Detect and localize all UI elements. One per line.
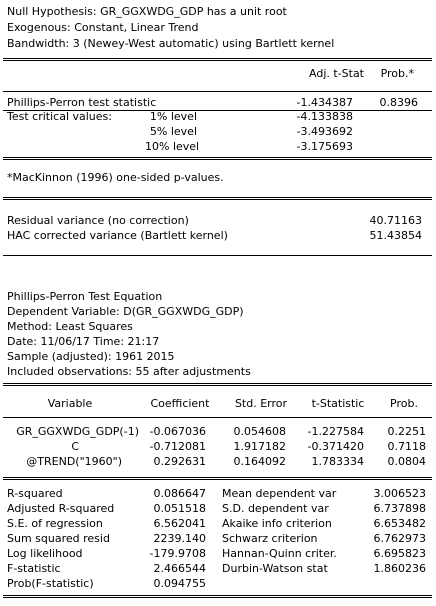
stat-label-mean-dep: Mean dependent var	[222, 487, 337, 500]
included-observations: Included observations: 55 after adjustments	[7, 365, 251, 378]
coef-variable-2: C	[71, 440, 79, 453]
coef-tstat-3: 1.783334	[311, 455, 364, 468]
stat-label-sd-dep: S.D. dependent var	[222, 502, 329, 515]
stat-label-r-squared: R-squared	[7, 487, 63, 500]
stat-value-akaike: 6.653482	[373, 517, 426, 530]
dependent-variable: Dependent Variable: D(GR_GGXWDG_GDP)	[7, 305, 244, 318]
coef-header-rule	[3, 417, 432, 418]
stat-value-adj-r-squared: 0.051518	[153, 502, 206, 515]
bandwidth: Bandwidth: 3 (Newey-West automatic) using Bartlett kernel	[7, 37, 335, 50]
col-std-error-header: Std. Error	[234, 397, 288, 410]
exogenous: Exogenous: Constant, Linear Trend	[7, 21, 199, 34]
residual-variance-value: 40.71163	[369, 214, 422, 227]
coef-stderr-3: 0.164092	[233, 455, 286, 468]
stat-label-f-statistic: F-statistic	[7, 562, 61, 575]
header-rule	[3, 91, 432, 92]
coef-tstat-2: -0.371420	[307, 440, 364, 453]
sample-range: Sample (adjusted): 1961 2015	[7, 350, 175, 363]
null-hypothesis: Null Hypothesis: GR_GGXWDG_GDP has a unit root	[7, 5, 287, 18]
coef-prob-3: 0.0804	[387, 455, 426, 468]
pp-statistic-prob: 0.8396	[379, 96, 418, 109]
col-prob-header-coef: Prob.	[390, 397, 418, 410]
col-t-statistic-header: t-Statistic	[311, 397, 365, 410]
stat-label-ssr: Sum squared resid	[7, 532, 110, 545]
table-top-rule	[3, 58, 432, 61]
critical-level-1: 1% level	[149, 110, 197, 123]
coef-prob-2: 0.7118	[387, 440, 426, 453]
critical-value-10: -3.175693	[296, 140, 353, 153]
residual-variance-label: Residual variance (no correction)	[7, 214, 189, 227]
critical-value-1: -4.133838	[296, 110, 353, 123]
coef-stderr-2: 1.917182	[233, 440, 286, 453]
stat-value-log-likelihood: -179.9708	[149, 547, 206, 560]
stat-value-durbin-watson: 1.860236	[373, 562, 426, 575]
stat-label-schwarz: Schwarz criterion	[222, 532, 318, 545]
critical-values-label: Test critical values:	[7, 110, 112, 123]
coef-value-1: -0.067036	[149, 425, 206, 438]
coef-variable-3: @TREND("1960")	[26, 455, 122, 468]
critical-level-5: 5% level	[149, 125, 197, 138]
stat-label-se-regression: S.E. of regression	[7, 517, 103, 530]
col-prob-header: Prob.*	[380, 67, 414, 80]
stat-value-schwarz: 6.762973	[373, 532, 426, 545]
col-variable-header: Variable	[47, 397, 93, 410]
stat-label-prob-f: Prob(F-statistic)	[7, 577, 94, 590]
coef-prob-1: 0.2251	[387, 425, 426, 438]
col-coefficient-header: Coefficient	[150, 397, 210, 410]
stat-label-akaike: Akaike info criterion	[222, 517, 332, 530]
stat-label-log-likelihood: Log likelihood	[7, 547, 83, 560]
stat-value-f-statistic: 2.466544	[153, 562, 206, 575]
stat-label-adj-r-squared: Adjusted R-squared	[7, 502, 115, 515]
coef-value-3: 0.292631	[153, 455, 206, 468]
stat-value-mean-dep: 3.006523	[373, 487, 426, 500]
coef-bottom-rule	[3, 477, 432, 480]
coef-stderr-1: 0.054608	[233, 425, 286, 438]
estimation-method: Method: Least Squares	[7, 320, 133, 333]
stats-bottom-rule	[3, 595, 432, 598]
variance-bottom-rule	[3, 255, 432, 256]
hac-variance-label: HAC corrected variance (Bartlett kernel)	[7, 229, 228, 242]
equation-title: Phillips-Perron Test Equation	[7, 290, 163, 303]
mackinnon-footnote: *MacKinnon (1996) one-sided p-values.	[7, 171, 224, 184]
stat-label-durbin-watson: Durbin-Watson stat	[222, 562, 328, 575]
pp-statistic-value: -1.434387	[296, 96, 353, 109]
coef-tstat-1: -1.227584	[307, 425, 364, 438]
stat-value-sd-dep: 6.737898	[373, 502, 426, 515]
critical-bottom-rule	[3, 157, 432, 160]
stat-value-se-regression: 6.562041	[153, 517, 206, 530]
pp-statistic-label: Phillips-Perron test statistic	[7, 96, 157, 109]
coef-top-rule	[3, 383, 432, 386]
col-adj-tstat-header: Adj. t-Stat	[309, 67, 364, 80]
critical-value-5: -3.493692	[296, 125, 353, 138]
critical-level-10: 10% level	[145, 140, 200, 153]
stat-value-prob-f: 0.094755	[153, 577, 206, 590]
stat-value-ssr: 2239.140	[153, 532, 206, 545]
estimation-date: Date: 11/06/17 Time: 21:17	[7, 335, 160, 348]
stat-value-r-squared: 0.086647	[153, 487, 206, 500]
variance-top-rule	[3, 197, 432, 200]
hac-variance-value: 51.43854	[369, 229, 422, 242]
coef-value-2: -0.712081	[149, 440, 206, 453]
stat-value-hannan-quinn: 6.695823	[373, 547, 426, 560]
stat-label-hannan-quinn: Hannan-Quinn criter.	[222, 547, 337, 560]
coef-variable-1: GR_GGXWDG_GDP(-1)	[16, 425, 139, 438]
